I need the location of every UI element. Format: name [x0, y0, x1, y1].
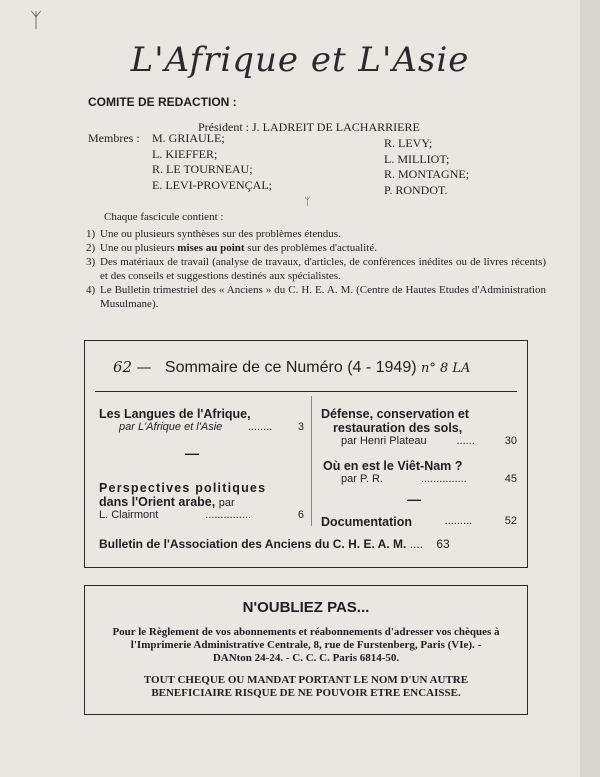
entry-page: 6: [297, 509, 304, 521]
fascicule-intro: Chaque fascicule contient :: [104, 211, 224, 223]
fascicule-item: [86, 283, 546, 311]
fascicule-description: [86, 210, 546, 311]
members-left-column: [152, 131, 272, 193]
item-text: Une ou plusieurs synthèses sur des problèmes étendus.: [100, 228, 341, 240]
member-name: R. LE TOURNEAU;: [152, 162, 253, 176]
member-name: P. RONDOT.: [384, 182, 448, 197]
sommaire-rule: [95, 391, 517, 392]
item-text-part: Une ou plusieurs: [100, 242, 178, 254]
item-text-bold: mises au point: [177, 242, 245, 254]
entry-title: Bulletin de l'Association des Anciens du C. H. E. A. M.: [99, 537, 407, 551]
column-divider: [311, 396, 312, 526]
dot-leader: ...............: [205, 509, 251, 521]
dot-leader: ...............: [420, 473, 467, 485]
entry-title: Où en est le Viêt-Nam ?: [323, 459, 463, 473]
corner-ink-mark: ᛉ: [30, 8, 42, 32]
entry-byline: [321, 473, 517, 485]
page-edge-shadow: [580, 0, 600, 777]
handwritten-number: 62: [113, 358, 133, 376]
notice-warning: TOUT CHEQUE OU MANDAT PORTANT LE NOM D'UN AUTRE BENEFICIAIRE RISQUE DE NE POUVOIR ETRE ENCAISSE.: [143, 674, 469, 699]
member-name: L. KIEFFER;: [152, 146, 218, 161]
notice-title: N'OUBLIEZ PAS...: [242, 599, 370, 616]
members-right-column: [384, 136, 469, 198]
toc-entry: [321, 459, 517, 485]
comite-title: COMITE DE REDACTION :: [88, 95, 237, 109]
entry-title: Les Langues de l'Afrique,: [99, 407, 251, 421]
entry-par: par: [218, 497, 235, 509]
dot-leader: ......: [456, 435, 475, 447]
handwritten-dash: —: [136, 358, 152, 376]
entry-title-cont: [99, 495, 304, 509]
dot-leader: .........: [444, 515, 473, 527]
item-number: 4): [86, 284, 96, 296]
entry-author: par Henri Plateau: [341, 435, 427, 447]
member-name: R. MONTAGNE;: [384, 167, 470, 181]
notice-body: Pour le Règlement de vos abonnements et réabonnements d'adresser vos chèques à l'Imprimerie Administrative Centrale, 8, rue de Furstenberg, Paris (VIe). - DANton 24-24. - C. C. C. Paris 6814-50.: [112, 626, 500, 664]
separator-dash: —: [185, 445, 199, 461]
entry-title-part: dans l'Orient arabe,: [99, 495, 216, 509]
entry-page: 30: [504, 435, 517, 447]
entry-byline: [321, 435, 517, 447]
fascicule-item: [86, 255, 546, 283]
member-name: L. MILLIOT;: [384, 151, 450, 166]
item-text-part: sur des problèmes d'actualité.: [244, 242, 377, 254]
toc-entry: [321, 515, 517, 529]
member-name: M. GRIAULE;: [152, 131, 225, 145]
item-number: 2): [86, 242, 96, 254]
separator-dash: —: [407, 491, 421, 507]
entry-page: 63: [436, 537, 450, 551]
item-number: 3): [86, 256, 96, 268]
entry-title: Défense, conservation et: [321, 407, 469, 421]
entry-author: L. Clairmont: [99, 509, 159, 521]
item-text: Des matériaux de travail (analyse de travaux, d'articles, de conférences inédites ou de livres récents) et des conseils et suggestions destinés aux spécialistes.: [100, 256, 546, 282]
notice-box: [84, 585, 528, 715]
entry-byline: [99, 509, 304, 521]
president-name: J. LADREIT DE LACHARRIERE: [252, 120, 420, 134]
sommaire-title: Sommaire de ce Numéro: [164, 359, 343, 376]
ornament-icon: ᛘ: [304, 196, 311, 208]
sommaire-box: [84, 340, 528, 568]
item-text: [100, 241, 377, 255]
fascicule-item: [86, 241, 546, 255]
entry-title: Perspectives politiques: [99, 481, 267, 495]
sommaire-issue: (4 - 1949): [347, 359, 417, 376]
sommaire-heading: [113, 358, 470, 377]
masthead-title: L'Afrique et L'Asie: [130, 40, 470, 80]
item-text: Le Bulletin trimestriel des « Anciens » du C. H. E. A. M. (Centre de Hautes Etudes d'Administration Musulmane).: [100, 284, 546, 310]
entry-author: par P. R.: [341, 473, 383, 485]
toc-entry: [99, 407, 304, 433]
entry-page: 3: [297, 421, 304, 433]
toc-entry: [99, 481, 304, 521]
dot-leader: ....: [409, 537, 424, 551]
membres-label: Membres :: [88, 131, 140, 145]
entry-row: [321, 515, 517, 529]
entry-title: Documentation: [321, 515, 412, 529]
entry-page: 52: [504, 515, 517, 527]
entry-page: 45: [504, 473, 517, 485]
fascicule-item: [86, 227, 546, 241]
dot-leader: ........: [247, 421, 273, 433]
member-name: R. LEVY;: [384, 136, 433, 150]
entry-byline: [99, 421, 304, 433]
president-label: Président :: [198, 120, 249, 134]
entry-title-cont: restauration des sols,: [333, 421, 463, 435]
toc-entry-bulletin: [99, 537, 450, 551]
item-number: 1): [86, 228, 96, 240]
member-name: E. LEVI-PROVENÇAL;: [152, 177, 272, 192]
handwritten-annotation: n° 8 LA: [421, 361, 471, 376]
toc-entry: [321, 407, 517, 447]
entry-author: par L'Afrique et l'Asie: [119, 421, 223, 433]
